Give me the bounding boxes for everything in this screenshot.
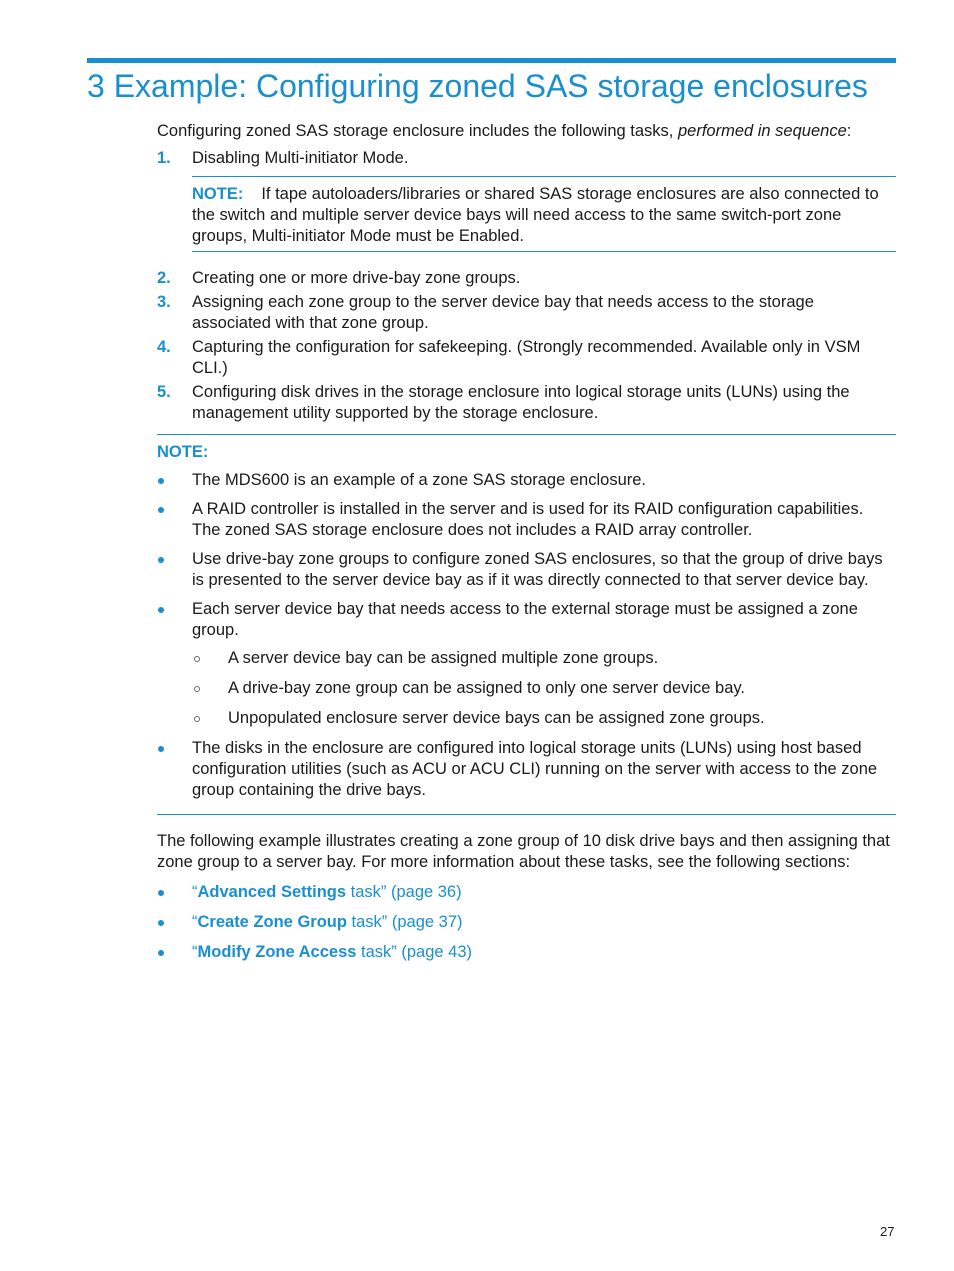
- sub-bullet-text: Unpopulated enclosure server device bays can be assigned zone groups.: [228, 709, 765, 727]
- task-text: Assigning each zone group to the server device bay that needs access to the storage associated with that zone group.: [192, 293, 814, 332]
- chapter-top-rule: [87, 58, 896, 63]
- task-item: [157, 292, 896, 334]
- sub-bullet: [192, 708, 896, 729]
- inner-note: [192, 176, 896, 252]
- page-content: [157, 121, 896, 972]
- note-bullet: [157, 738, 896, 801]
- bullet-dot-icon: [158, 478, 164, 484]
- chapter-title: 3 Example: Configuring zoned SAS storage enclosures: [87, 68, 868, 104]
- task-text: Creating one or more drive-bay zone groups.: [192, 269, 521, 287]
- intro-suffix: :: [846, 122, 852, 140]
- sub-bullet-text: A drive-bay zone group can be assigned to only one server device bay.: [228, 679, 746, 697]
- link-item-create-zone-group[interactable]: [157, 912, 896, 933]
- bullet-text: A RAID controller is installed in the server and is used for its RAID configuration capabilities. The zoned SAS storage enclosure does not includes a RAID array controller.: [192, 500, 864, 539]
- link-open-quote: “: [192, 913, 198, 931]
- task-item: [157, 337, 896, 379]
- task-number: 4.: [157, 338, 171, 356]
- bullet-dot-icon: [158, 920, 164, 926]
- followup-paragraph: The following example illustrates creating a zone group of 10 disk drive bays and then assigning that zone group to a server bay. For more information about these tasks, see the following sections:: [157, 832, 890, 871]
- task-number: 2.: [157, 269, 171, 287]
- task-text: Disabling Multi-initiator Mode.: [192, 149, 409, 167]
- bullet-text: The disks in the enclosure are configured into logical storage units (LUNs) using host based configuration utilities (such as ACU or ACU CLI) running on the server with access to the zone group containing the drive bays.: [192, 739, 878, 799]
- bullet-dot-icon: [158, 507, 164, 513]
- sub-bullet-circle-icon: [194, 686, 200, 692]
- page-number: 27: [880, 1224, 895, 1239]
- task-number: 5.: [157, 383, 171, 401]
- intro-emphasis: performed in sequence: [677, 122, 847, 140]
- note-label: NOTE:: [157, 443, 209, 461]
- link-open-quote: “: [192, 883, 198, 901]
- link-item-modify-zone-access[interactable]: [157, 942, 896, 963]
- note-text: If tape autoloaders/libraries or shared SAS storage enclosures are also connected to the switch and multiple server device bays will need access to the same switch-port zone groups, Multi-initiator Mode must be Enabled.: [192, 185, 879, 245]
- task-text: Capturing the configuration for safekeeping. (Strongly recommended. Available only in VSM CLI.): [192, 338, 861, 377]
- task-item: [157, 148, 896, 252]
- note-bullet: [157, 599, 896, 729]
- related-links-list: [157, 882, 896, 963]
- task-item: [157, 382, 896, 424]
- link-rest: task” (page 36): [346, 883, 462, 901]
- sub-bullet-circle-icon: [194, 656, 200, 662]
- sub-bullet: [192, 678, 896, 699]
- link-title: Create Zone Group: [197, 913, 347, 931]
- bullet-text: Each server device bay that needs access to the external storage must be assigned a zone group.: [192, 600, 858, 639]
- bullet-dot-icon: [158, 607, 164, 613]
- note-bullet: [157, 549, 896, 591]
- intro-paragraph: [157, 121, 896, 142]
- sub-bullet: [192, 648, 896, 669]
- bullet-dot-icon: [158, 746, 164, 752]
- link-title: Advanced Settings: [197, 883, 347, 901]
- bullet-dot-icon: [158, 950, 164, 956]
- sub-bullet-list: [192, 648, 896, 729]
- task-list: [157, 148, 896, 424]
- link-open-quote: “: [192, 943, 198, 961]
- bullet-dot-icon: [158, 890, 164, 896]
- note-bullet: [157, 499, 896, 541]
- task-text: Configuring disk drives in the storage enclosure into logical storage units (LUNs) using the management utility supported by the storage enclosure.: [192, 383, 850, 422]
- bullet-text: Use drive-bay zone groups to configure zoned SAS enclosures, so that the group of drive bays is presented to the server device bay as if it was directly connected to that server device bay.: [192, 550, 883, 589]
- sub-bullet-text: A server device bay can be assigned multiple zone groups.: [228, 649, 659, 667]
- link-rest: task” (page 37): [346, 913, 463, 931]
- task-item: [157, 268, 896, 289]
- task-number: 3.: [157, 293, 171, 311]
- note-label: NOTE:: [192, 185, 244, 203]
- task-number: 1.: [157, 149, 171, 167]
- bullet-dot-icon: [158, 557, 164, 563]
- note-bullet: [157, 470, 896, 491]
- note-bullet-list: [157, 470, 896, 801]
- link-item-advanced-settings[interactable]: [157, 882, 896, 903]
- intro-text: Configuring zoned SAS storage enclosure includes the following tasks,: [157, 122, 678, 140]
- link-rest: task” (page 43): [356, 943, 472, 961]
- sub-bullet-circle-icon: [194, 716, 200, 722]
- bullet-text: The MDS600 is an example of a zone SAS storage enclosure.: [192, 471, 646, 489]
- outer-note: [157, 434, 896, 815]
- link-title: Modify Zone Access: [197, 943, 357, 961]
